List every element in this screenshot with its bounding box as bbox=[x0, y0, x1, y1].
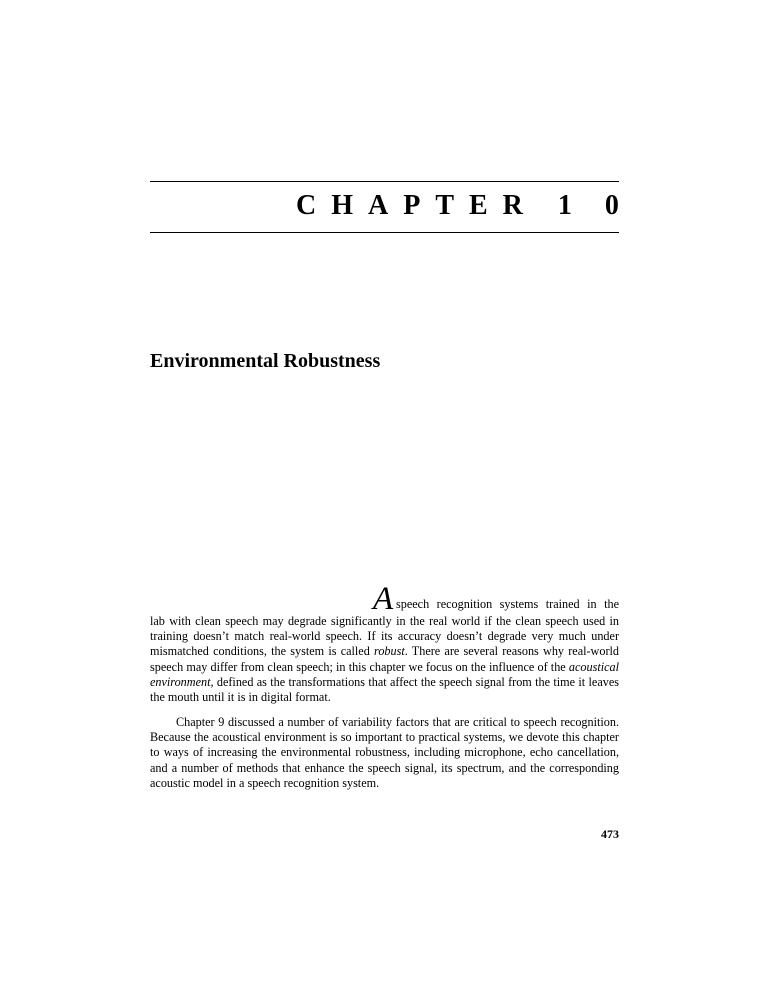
chapter-number: 1 0 bbox=[557, 190, 632, 221]
chapter-title: Environmental Robustness bbox=[150, 350, 381, 372]
term-robust: robust bbox=[374, 644, 405, 659]
paragraph-second: Chapter 9 discussed a number of variability factors that are critical to speech recognition. Because the acoustical environment is so important to practical systems, we devote this chapter to ways of increasing the environmental robustness, including microphone, echo cancellation, and a number of methods that enhance the speech signal, its spectrum, and the corresponding acoustic model in a speech recognition system. bbox=[150, 715, 619, 790]
text-segment: , defined as the transformations that affect the speech signal from the time it leaves the mouth until it is in digital format. bbox=[150, 674, 619, 705]
first-line-text: speech recognition systems trained in the bbox=[396, 597, 619, 611]
text-segment: lab with clean speech may degrade significantly in the real world if the clean speech used in training doesn’t match real-world speech. If its accuracy doesn’t degrade very much under mismatched conditions, the system is called bbox=[150, 614, 619, 659]
dropcap-line bbox=[150, 581, 619, 617]
drop-cap: A bbox=[373, 581, 394, 617]
paragraph-intro-body bbox=[150, 614, 619, 705]
term-acoustical-environment: acoustical environment bbox=[150, 659, 619, 689]
chapter-heading bbox=[296, 189, 632, 223]
text-segment: . There are several reasons why real-world speech may differ from clean speech; in this chapter we focus on the influence of the bbox=[150, 644, 619, 674]
bottom-rule bbox=[150, 232, 619, 233]
paragraph-intro bbox=[150, 581, 619, 705]
page-number: 473 bbox=[601, 827, 619, 841]
top-rule bbox=[150, 181, 619, 182]
chapter-label: CHAPTER bbox=[296, 190, 538, 221]
